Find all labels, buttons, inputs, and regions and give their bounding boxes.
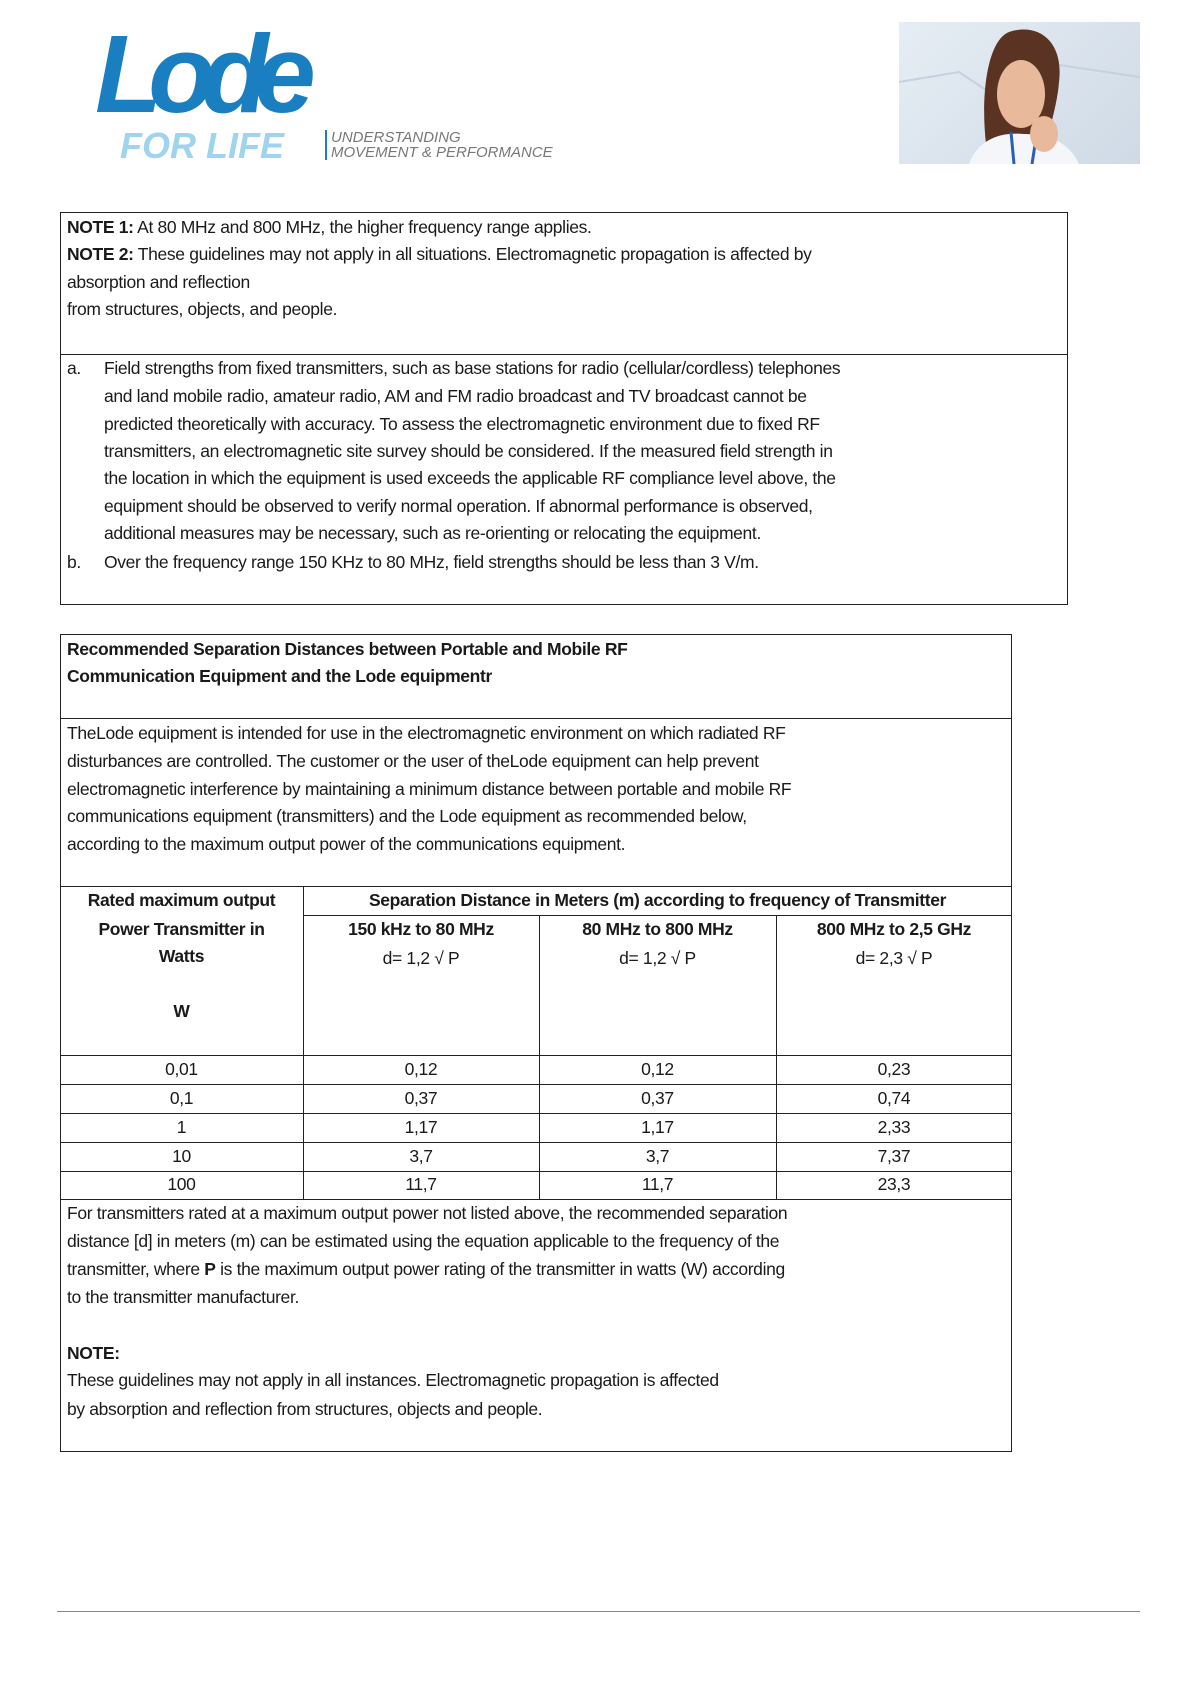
formula: d= 1,2 √ P — [382, 948, 460, 968]
power-cell: 10 — [172, 1146, 191, 1166]
freq-range-header: 80 MHz to 800 MHz — [582, 919, 733, 939]
page-footer-rule — [57, 1611, 1140, 1612]
item-a-line: and land mobile radio, amateur radio, AM and FM radio broadcast and TV broadcast cannot be — [104, 386, 807, 406]
distance-cell: 0,23 — [877, 1059, 911, 1079]
distance-cell: 7,37 — [877, 1146, 911, 1166]
note-line: by absorption and reflection from structures, objects and people. — [67, 1399, 543, 1419]
item-a-marker: a. — [67, 358, 81, 378]
intro-line: electromagnetic interference by maintaining a minimum distance between portable and mobile RF — [67, 779, 792, 799]
distance-cell: 11,7 — [641, 1174, 674, 1194]
intro-line: communications equipment (transmitters) and the Lode equipment as recommended below, — [67, 806, 747, 826]
footer-line: distance [d] in meters (m) can be estimated using the equation applicable to the frequency of the — [67, 1231, 780, 1251]
footer-line: transmitter, where P is the maximum output power rating of the transmitter in watts (W) according — [67, 1259, 785, 1279]
col0-header: Watts — [158, 946, 205, 966]
power-cell: 100 — [167, 1174, 196, 1194]
note-line: These guidelines may not apply in all instances. Electromagnetic propagation is affected — [67, 1370, 719, 1390]
col0-header: Rated maximum output — [87, 890, 276, 910]
logo-for-life: FOR LIFE — [120, 125, 284, 166]
note-2: NOTE 2: These guidelines may not apply in all situations. Electromagnetic propagation is affected by — [67, 244, 812, 264]
power-cell: 0,01 — [165, 1059, 198, 1079]
divider — [60, 718, 1012, 719]
freq-range-header: 800 MHz to 2,5 GHz — [816, 919, 972, 939]
distance-cell: 0,74 — [877, 1088, 911, 1108]
group-header: Separation Distance in Meters (m) according to frequency of Transmitter — [368, 890, 947, 910]
lode-logo: Lode — [95, 13, 302, 136]
item-a-line: transmitters, an electromagnetic site survey should be considered. If the measured field strength in — [104, 441, 833, 461]
note-2-cont-2: from structures, objects, and people. — [67, 299, 338, 319]
note-2-cont-1: absorption and reflection — [67, 272, 250, 292]
logo-tagline — [325, 130, 553, 160]
item-a-line: equipment should be observed to verify normal operation. If abnormal performance is observed, — [104, 496, 813, 516]
distance-cell: 0,12 — [404, 1059, 438, 1079]
distance-cell: 3,7 — [409, 1146, 433, 1166]
footer-line: to the transmitter manufacturer. — [67, 1287, 299, 1307]
item-a-line: Field strengths from fixed transmitters, such as base stations for radio (cellular/cordless) telephones — [104, 358, 841, 378]
header-photo — [899, 22, 1140, 164]
distance-cell: 2,33 — [877, 1117, 911, 1137]
section-title: Recommended Separation Distances between Portable and Mobile RF — [67, 639, 628, 659]
footer-line: For transmitters rated at a maximum output power not listed above, the recommended separation — [67, 1203, 788, 1223]
col0-header-unit: W — [173, 1001, 190, 1021]
power-cell: 0,1 — [169, 1088, 194, 1108]
freq-range-header: 150 kHz to 80 MHz — [348, 919, 494, 939]
item-b-text: Over the frequency range 150 KHz to 80 MHz, field strengths should be less than 3 V/m. — [104, 552, 759, 572]
distance-cell: 0,37 — [641, 1088, 674, 1108]
tagline-line-1: UNDERSTANDING — [331, 129, 461, 146]
distance-cell: 3,7 — [645, 1146, 670, 1166]
intro-line: according to the maximum output power of the communications equipment. — [67, 834, 626, 854]
distance-cell: 11,7 — [405, 1174, 437, 1194]
distance-cell: 0,37 — [404, 1088, 438, 1108]
distance-cell: 0,12 — [641, 1059, 674, 1079]
note-label: NOTE: — [67, 1343, 120, 1363]
intro-line: disturbances are controlled. The customer or the user of theLode equipment can help prevent — [67, 751, 759, 771]
power-cell: 1 — [176, 1117, 187, 1137]
doctor-photo-illustration — [899, 22, 1140, 164]
item-a-line: additional measures may be necessary, such as re-orienting or relocating the equipment. — [104, 523, 761, 543]
formula: d= 2,3 √ P — [855, 948, 933, 968]
item-b-marker: b. — [67, 552, 81, 572]
distance-cell: 1,17 — [641, 1117, 674, 1137]
note-1: NOTE 1: At 80 MHz and 800 MHz, the higher frequency range applies. — [67, 217, 592, 237]
distance-cell: 1,17 — [404, 1117, 438, 1137]
item-a-line: predicted theoretically with accuracy. To assess the electromagnetic environment due to fixed RF — [104, 414, 820, 434]
formula: d= 1,2 √ P — [619, 948, 696, 968]
tagline-line-2: MOVEMENT & PERFORMANCE — [331, 144, 553, 161]
col0-header: Power Transmitter in — [98, 919, 265, 939]
distance-cell: 23,3 — [877, 1174, 911, 1194]
intro-line: TheLode equipment is intended for use in the electromagnetic environment on which radiated RF — [67, 723, 786, 743]
section-title: Communication Equipment and the Lode equipmentr — [67, 666, 492, 686]
item-a-line: the location in which the equipment is used exceeds the applicable RF compliance level above, the — [104, 468, 836, 488]
